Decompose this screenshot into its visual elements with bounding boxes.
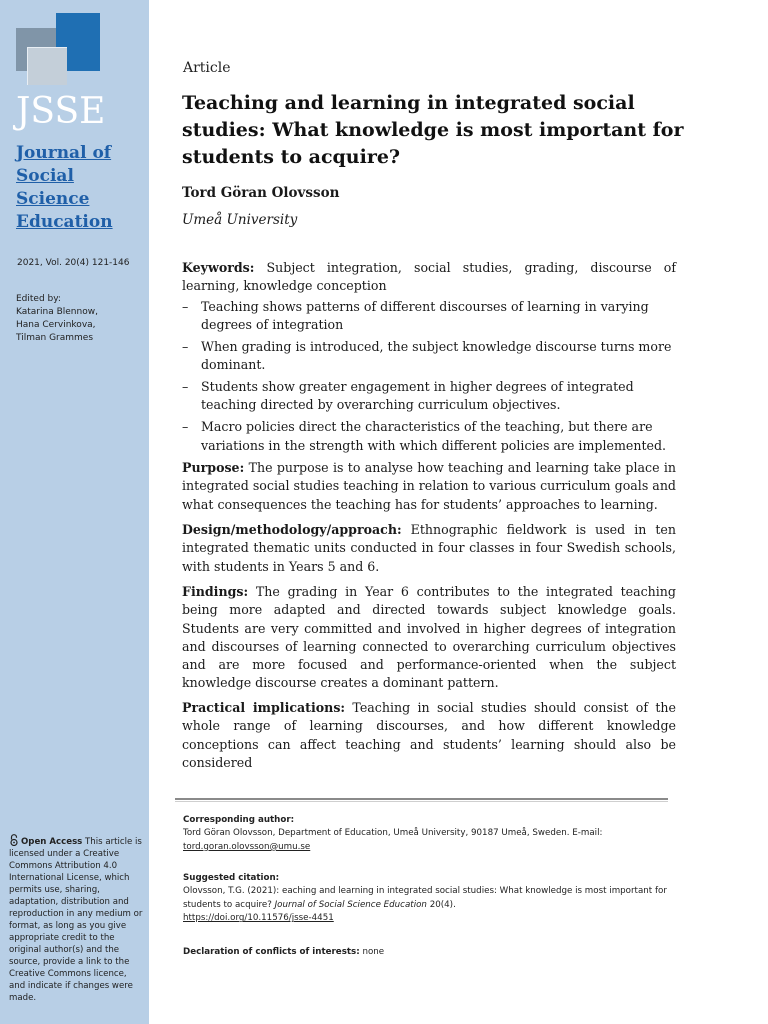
- editor-name: Katarina Blennow,: [16, 307, 98, 317]
- cite-doi-link[interactable]: https://doi.org/10.11576/jsse-4451: [183, 913, 334, 924]
- open-access-lock-icon: [9, 834, 19, 846]
- journal-name-line[interactable]: Social: [16, 166, 74, 186]
- cite-journal: Journal of Social Science Education: [274, 899, 427, 910]
- logo-square-light: [27, 47, 67, 85]
- purpose-label: Purpose:: [182, 460, 245, 475]
- highlight-dash: –: [182, 419, 189, 435]
- corresponding-author: [183, 814, 673, 854]
- abstract-findings: [182, 583, 676, 693]
- open-access-text: This article is licensed under a Creative Commons Attribution 4.0 International License, which permits use, sharing, adaptation, distribution and reproduction in any medium or format, as long as you give appropriate credit to the original author(s) and the source, provide a link to the Creative Commons licence, and indicate if changes were made.: [9, 837, 143, 1003]
- corr-label: Corresponding author:: [183, 815, 295, 825]
- journal-name-line[interactable]: Education: [16, 212, 113, 232]
- findings-text: The grading in Year 6 contributes to the integrated teaching being more adapted and directed towards subject knowledge goals. Students are very committed and involved in higher degrees of integration and discourses of learning connected to overarching curriculum objectives and are more focused and performance-oriented when the subject knowledge discourse creates a dominant pattern.: [182, 584, 676, 691]
- highlight-item: [182, 418, 676, 455]
- footer-divider: [175, 798, 668, 802]
- highlight-item: [182, 298, 676, 335]
- highlight-text: When grading is introduced, the subject knowledge discourse turns more dominant.: [201, 339, 672, 373]
- highlight-text: Macro policies direct the characteristics of the teaching, but there are variations in the strength with which different policies are implemented.: [201, 419, 667, 453]
- conflicts-of-interest: [183, 946, 673, 959]
- journal-name-link[interactable]: [16, 142, 144, 234]
- highlight-text: Students show greater engagement in higher degrees of integrated teaching directed by overarching curriculum objectives.: [201, 379, 634, 413]
- open-access-label: Open Access: [21, 837, 83, 847]
- practical-text: Teaching in social studies should consist of the whole range of learning discourses, and how different knowledge conceptions can affect teaching and students’ learning should also be considered: [182, 700, 676, 770]
- abstract-purpose: [182, 459, 676, 514]
- highlight-item: [182, 338, 676, 375]
- journal-logo-text: JSSE: [16, 91, 106, 132]
- cite-text: Olovsson, T.G. (2021): eaching and learning in integrated social studies: What knowledge is most important for students to acquire?: [183, 886, 667, 910]
- keywords-text: Subject integration, social studies, grading, discourse of learning, knowledge conception: [182, 260, 676, 294]
- design-text: Ethnographic fieldwork is used in ten integrated thematic units conducted in four classes in four Swedish schools, with students in Years 5 and 6.: [182, 522, 676, 574]
- highlights-list: [182, 298, 676, 458]
- editor-name: Hana Cervinkova,: [16, 320, 96, 330]
- journal-sidebar: [0, 0, 149, 1024]
- title-line: studies: What knowledge is most important for: [182, 119, 684, 141]
- corr-text: Tord Göran Olovsson, Department of Education, Umeå University, 90187 Umeå, Sweden. E-mail:: [183, 828, 603, 839]
- cite-label: Suggested citation:: [183, 873, 280, 883]
- highlight-dash: –: [182, 299, 189, 314]
- editors-block: [16, 293, 98, 345]
- abstract-practical-implications: [182, 699, 676, 772]
- coi-label: Declaration of conflicts of interests:: [183, 947, 360, 957]
- purpose-text: The purpose is to analyse how teaching and learning take place in integrated social studies teaching in relation to various curriculum goals and what consequences the teaching has for students’ approaches to learning.: [182, 460, 676, 512]
- title-line: students to acquire?: [182, 146, 401, 168]
- practical-label: Practical implications:: [182, 700, 346, 715]
- cite-issue: 20(4).: [429, 899, 456, 910]
- abstract-design: [182, 521, 676, 576]
- highlight-dash: –: [182, 339, 189, 355]
- editor-name: Tilman Grammes: [16, 333, 94, 343]
- open-access-notice: [9, 834, 144, 1004]
- corr-email-link[interactable]: tord.goran.olovsson@umu.se: [183, 841, 311, 852]
- highlight-item: [182, 378, 676, 415]
- issue-info: 2021, Vol. 20(4) 121-146: [17, 258, 130, 268]
- coi-text: none: [362, 947, 385, 957]
- author-name: Tord Göran Olovsson: [182, 185, 340, 201]
- highlight-text: Teaching shows patterns of different discourses of learning in varying degrees of integration: [201, 299, 649, 333]
- keywords: [182, 259, 676, 296]
- highlight-dash: –: [182, 379, 189, 395]
- title-line: Teaching and learning in integrated social: [182, 92, 635, 114]
- suggested-citation: [183, 872, 673, 926]
- author-affiliation: Umeå University: [182, 212, 298, 228]
- article-title: [182, 90, 684, 171]
- journal-name-line[interactable]: Journal of: [16, 143, 112, 163]
- journal-name-line[interactable]: Science: [16, 189, 90, 209]
- editors-label: Edited by:: [16, 294, 61, 304]
- keywords-label: Keywords:: [182, 260, 255, 275]
- design-label: Design/methodology/approach:: [182, 522, 402, 537]
- article-type: Article: [183, 60, 231, 76]
- findings-label: Findings:: [182, 584, 249, 599]
